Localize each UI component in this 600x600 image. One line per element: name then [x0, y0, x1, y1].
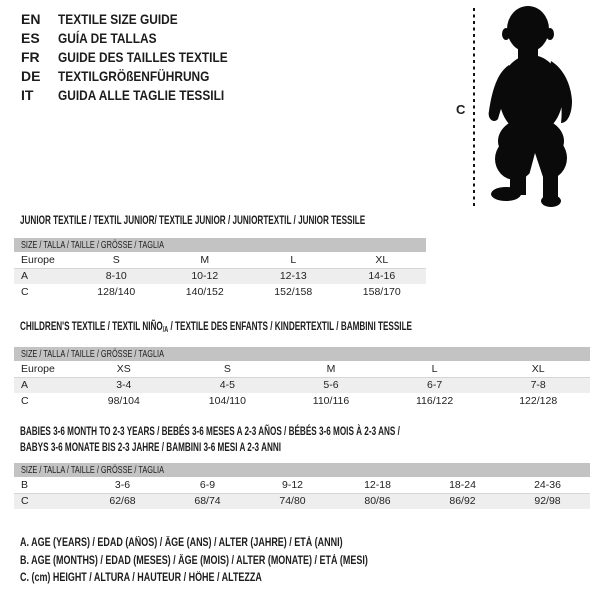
value-cell: 4-5	[176, 377, 280, 393]
size-header-row	[14, 463, 590, 477]
value-cell: 92/98	[505, 493, 590, 509]
value-cell: 8-10	[72, 268, 161, 284]
value-cell: 128/140	[97, 286, 136, 298]
value-cell: 68/74	[165, 493, 250, 509]
value-cell: 104/110	[208, 395, 246, 407]
value-cell: 122/128	[519, 395, 558, 407]
language-row-it	[21, 85, 258, 104]
height-measure-label: C	[456, 102, 466, 117]
size-header-row	[14, 238, 426, 252]
children-size-table	[14, 347, 590, 409]
footnote-b	[20, 553, 466, 571]
table-row-europe	[14, 361, 590, 377]
row-label: Europe	[21, 362, 55, 375]
value-cell: 74/80	[250, 493, 335, 509]
value-cell: 18-24	[449, 478, 476, 491]
value-cell: 9-12	[281, 478, 303, 491]
language-title: GUIDE DES TAILLES TEXTILE	[58, 48, 228, 65]
value-cell: 86/92	[420, 493, 505, 509]
size-cell: XL	[375, 253, 389, 266]
size-cell: L	[431, 362, 438, 375]
babies-size-table	[14, 463, 590, 509]
table-row-b	[14, 477, 590, 493]
table-row-c	[14, 393, 590, 409]
size-header-label: SIZE / TALLA / TAILLE / GRÖSSE / TAGLIA	[21, 464, 164, 476]
value-cell: 14-16	[338, 268, 427, 284]
table-row-europe	[14, 252, 426, 268]
language-row-en	[21, 9, 258, 28]
babies-title-line1: BABIES 3-6 MONTH TO 2-3 YEARS / BEBÉS 3-6 MESES A 2-3 AÑOS / BÉBÉS 3-6 MOIS À 2-3 ANS /	[20, 424, 400, 438]
value-cell: 62/68	[80, 493, 165, 509]
table-row-c	[14, 284, 426, 300]
footnotes	[20, 535, 466, 588]
size-header-label: SIZE / TALLA / TAILLE / GRÖSSE / TAGLIA	[21, 348, 164, 360]
language-row-de	[21, 66, 258, 85]
value-cell: 6-9	[199, 478, 216, 491]
language-code: DE	[21, 67, 41, 84]
size-cell: L	[290, 253, 297, 266]
table-row-a	[14, 268, 426, 284]
value-cell: 24-36	[534, 478, 561, 491]
size-cell: S	[223, 362, 231, 375]
row-label: A	[14, 268, 72, 284]
value-cell: 158/170	[362, 286, 401, 298]
language-title: GUÍA DE TALLAS	[58, 29, 157, 46]
value-cell: 10-12	[161, 268, 250, 284]
value-cell: 116/122	[415, 395, 454, 407]
value-cell: 98/104	[107, 395, 140, 407]
children-title-text	[20, 318, 412, 338]
value-cell: 6-7	[383, 377, 487, 393]
footnote-c-text: C. (cm) HEIGHT / ALTURA / HAUTEUR / HÖHE / ALTEZZA	[20, 572, 262, 584]
language-row-es	[21, 28, 258, 47]
table-row-a	[14, 377, 590, 393]
value-cell: 12-18	[364, 478, 391, 491]
table-row-c	[14, 493, 590, 509]
language-row-fr	[21, 47, 258, 66]
language-code: FR	[21, 48, 40, 65]
value-cell: 5-6	[279, 377, 383, 393]
baby-silhouette-icon	[487, 3, 594, 211]
size-cell: M	[326, 362, 336, 375]
row-label: B	[21, 478, 29, 491]
language-title: GUIDA ALLE TAGLIE TESSILI	[58, 86, 225, 103]
language-title: TEXTILGRÖßENFÜHRUNG	[58, 67, 210, 84]
children-title-sub: /A	[162, 325, 169, 334]
row-label: Europe	[21, 253, 55, 266]
children-title-post: / TEXTILE DES ENFANTS / KINDERTEXTIL / BAMBINI TESSILE	[168, 319, 412, 333]
language-code: ES	[21, 29, 40, 46]
value-cell: 152/158	[274, 286, 313, 298]
size-cell: XL	[531, 362, 545, 375]
size-cell: XS	[116, 362, 131, 375]
row-label: A	[14, 377, 72, 393]
children-section-title	[20, 318, 596, 338]
row-label: C	[14, 493, 80, 509]
footnote-c	[20, 570, 466, 588]
junior-title-text: JUNIOR TEXTILE / TEXTIL JUNIOR/ TEXTILE JUNIOR / JUNIORTEXTIL / JUNIOR TESSILE	[20, 213, 366, 227]
value-cell: 12-13	[249, 268, 338, 284]
value-cell: 110/116	[312, 395, 350, 407]
size-cell: M	[200, 253, 210, 266]
footnote-a	[20, 535, 466, 553]
footnote-a-text: A. AGE (YEARS) / EDAD (AÑOS) / ÂGE (ANS) / ALTER (JAHRE) / ETÀ (ANNI)	[20, 537, 343, 549]
language-list	[21, 9, 258, 104]
size-header-label: SIZE / TALLA / TAILLE / GRÖSSE / TAGLIA	[21, 239, 164, 251]
value-cell: 80/86	[335, 493, 420, 509]
children-title-pre: CHILDREN'S TEXTILE / TEXTIL NIÑO	[20, 319, 163, 333]
language-title: TEXTILE SIZE GUIDE	[58, 10, 178, 27]
junior-size-table	[14, 238, 426, 300]
size-cell: S	[112, 253, 120, 266]
height-dotted-line	[473, 8, 475, 206]
language-code: EN	[21, 10, 41, 27]
language-code: IT	[21, 86, 34, 103]
value-cell: 3-4	[72, 377, 176, 393]
value-cell: 140/152	[185, 286, 224, 298]
babies-title-line2: BABYS 3-6 MONATE BIS 2-3 JAHRE / BAMBINI 3-6 MESI A 2-3 ANNI	[20, 440, 282, 454]
footnote-b-text: B. AGE (MONTHS) / EDAD (MESES) / ÂGE (MOIS) / ALTER (MONATE) / ETÀ (MESI)	[20, 554, 368, 567]
row-label: C	[21, 395, 29, 407]
value-cell: 3-6	[114, 478, 131, 491]
size-header-row	[14, 347, 590, 361]
value-cell: 7-8	[486, 377, 590, 393]
babies-section-title	[20, 423, 579, 455]
row-label: C	[21, 286, 29, 298]
junior-section-title	[20, 212, 528, 228]
